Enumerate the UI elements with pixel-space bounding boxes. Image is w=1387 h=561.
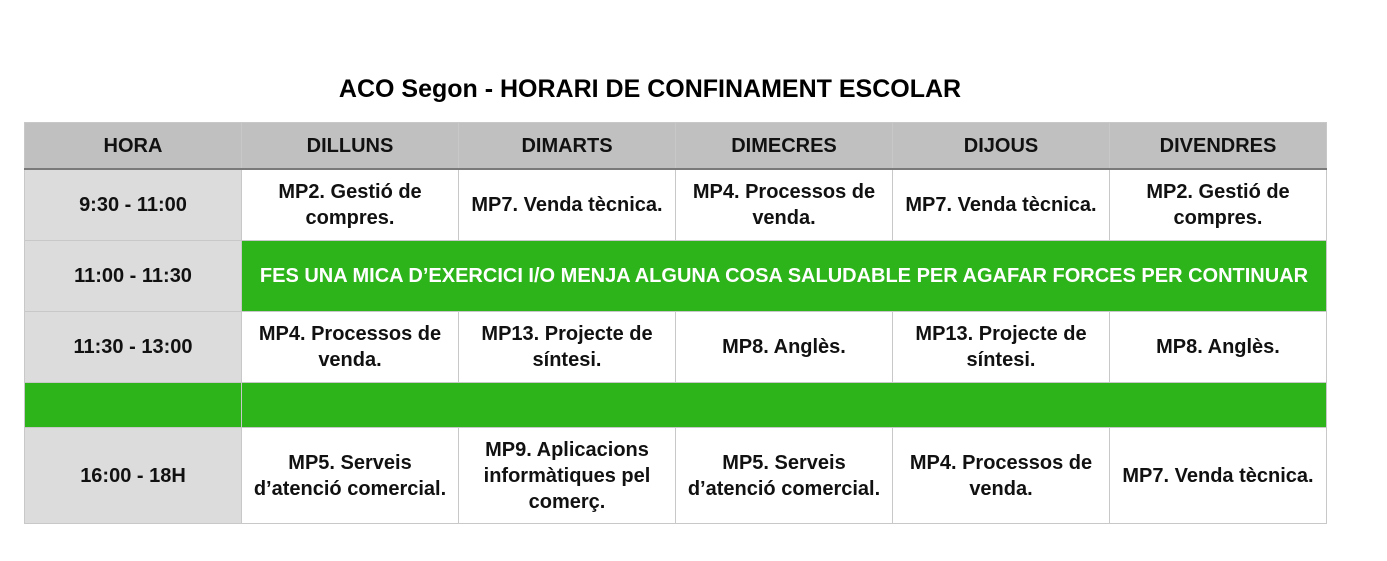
class-cell: MP13. Projecte de síntesi. [893, 312, 1110, 383]
class-cell: MP4. Processos de venda. [676, 169, 893, 241]
header-dijous: DIJOUS [893, 123, 1110, 170]
header-dimecres: DIMECRES [676, 123, 893, 170]
break-message: FES UNA MICA D’EXERCICI I/O MENJA ALGUNA COSA SALUDABLE PER AGAFAR FORCES PER CONTINUAR [242, 241, 1327, 312]
class-cell: MP7. Venda tècnica. [1110, 428, 1327, 524]
class-cell: MP4. Processos de venda. [242, 312, 459, 383]
class-cell: MP5. Serveis d’atenció comercial. [242, 428, 459, 524]
class-cell: MP13. Projecte de síntesi. [459, 312, 676, 383]
class-cell: MP8. Anglès. [1110, 312, 1327, 383]
class-cell: MP9. Aplicacions informàtiques pel comerç. [459, 428, 676, 524]
table-row [25, 428, 1327, 524]
class-cell: MP7. Venda tècnica. [893, 169, 1110, 241]
table-row [25, 383, 1327, 428]
header-dimarts: DIMARTS [459, 123, 676, 170]
class-cell: MP2. Gestió de compres. [1110, 169, 1327, 241]
table-row [25, 312, 1327, 383]
hour-cell: 11:30 - 13:00 [25, 312, 242, 383]
table-row [25, 169, 1327, 241]
lunch-break-band [242, 383, 1327, 428]
hour-cell: 16:00 - 18H [25, 428, 242, 524]
hour-cell: 9:30 - 11:00 [25, 169, 242, 241]
class-cell: MP2. Gestió de compres. [242, 169, 459, 241]
schedule-title: ACO Segon - HORARI DE CONFINAMENT ESCOLAR [338, 75, 962, 103]
header-dilluns: DILLUNS [242, 123, 459, 170]
class-cell: MP5. Serveis d’atenció comercial. [676, 428, 893, 524]
class-cell: MP7. Venda tècnica. [459, 169, 676, 241]
class-cell: MP8. Anglès. [676, 312, 893, 383]
schedule-table [24, 122, 1327, 524]
header-row [25, 123, 1327, 170]
header-divendres: DIVENDRES [1110, 123, 1327, 170]
table-row [25, 241, 1327, 312]
hour-cell: 11:00 - 11:30 [25, 241, 242, 312]
class-cell: MP4. Processos de venda. [893, 428, 1110, 524]
hour-cell [25, 383, 242, 428]
header-hora: HORA [25, 123, 242, 170]
